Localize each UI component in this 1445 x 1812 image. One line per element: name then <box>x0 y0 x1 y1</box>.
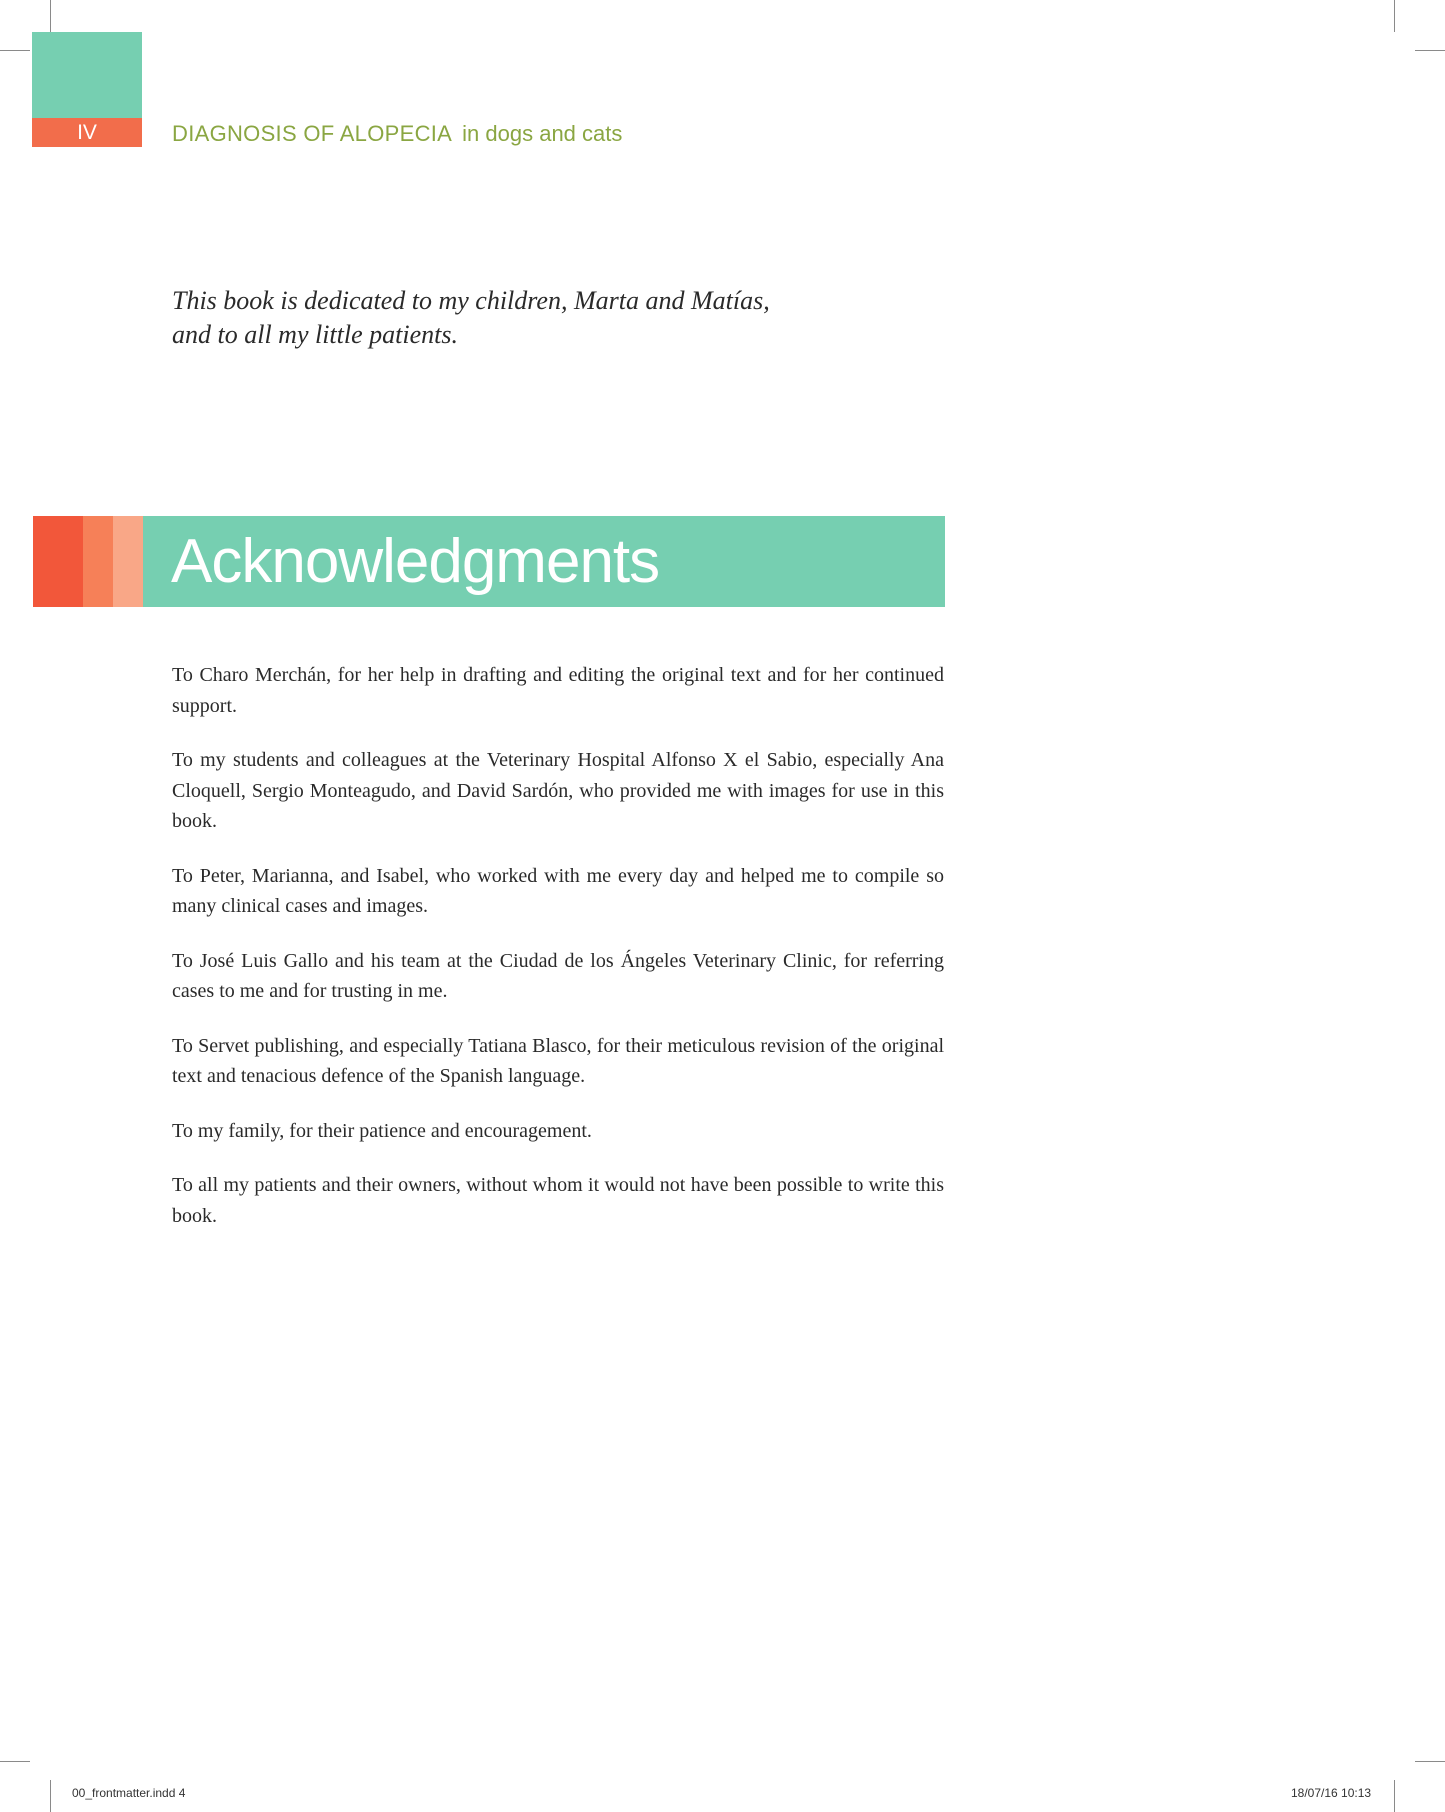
page-tab-block <box>32 32 142 118</box>
crop-mark-top-right <box>1394 0 1395 32</box>
acknowledgments-body <box>172 660 944 1255</box>
crop-mark-bottom-right <box>1394 1780 1395 1812</box>
paragraph: To Charo Merchán, for her help in drafting and editing the original text and for her continued support. <box>172 664 944 717</box>
paragraph: To all my patients and their owners, without whom it would not have been possible to write this book. <box>172 1174 944 1227</box>
running-head-subtitle: in dogs and cats <box>462 121 623 146</box>
crop-mark-left-bottom <box>0 1761 30 1762</box>
dedication <box>172 284 812 352</box>
paragraph: To my students and colleagues at the Veterinary Hospital Alfonso X el Sabio, especially Ana Cloquell, Sergio Monteagudo, and David Sardón, who provided me with images for use in this book. <box>172 749 944 832</box>
banner-stripe <box>113 516 143 607</box>
running-head <box>172 120 622 148</box>
section-title: Acknowledgments <box>171 527 660 596</box>
crop-mark-left-top <box>0 50 30 51</box>
crop-mark-right-bottom <box>1415 1761 1445 1762</box>
paragraph: To my family, for their patience and encouragement. <box>172 1119 592 1142</box>
banner-stripe <box>33 516 83 607</box>
section-banner <box>33 516 945 607</box>
paragraph: To José Luis Gallo and his team at the Ciudad de los Ángeles Veterinary Clinic, for referring cases to me and for trusting in me. <box>172 949 944 1002</box>
paragraph: To Peter, Marianna, and Isabel, who worked with me every day and helped me to compile so many clinical cases and images. <box>172 864 944 917</box>
paragraph: To Servet publishing, and especially Tatiana Blasco, for their meticulous revision of the original text and tenacious defence of the Spanish language. <box>172 1034 944 1087</box>
crop-mark-top-left <box>50 0 51 32</box>
crop-mark-right-top <box>1415 50 1445 51</box>
footer-datetime: 18/07/16 10:13 <box>1291 1786 1372 1800</box>
running-head-title: DIAGNOSIS OF ALOPECIA <box>172 121 453 146</box>
dedication-line: and to all my little patients. <box>172 320 458 349</box>
crop-mark-bottom-left <box>50 1780 51 1812</box>
banner-stripe <box>83 516 113 607</box>
page-number: IV <box>32 118 142 147</box>
dedication-line: This book is dedicated to my children, Marta and Matías, <box>172 286 770 315</box>
footer-filename: 00_frontmatter.indd 4 <box>72 1786 186 1800</box>
